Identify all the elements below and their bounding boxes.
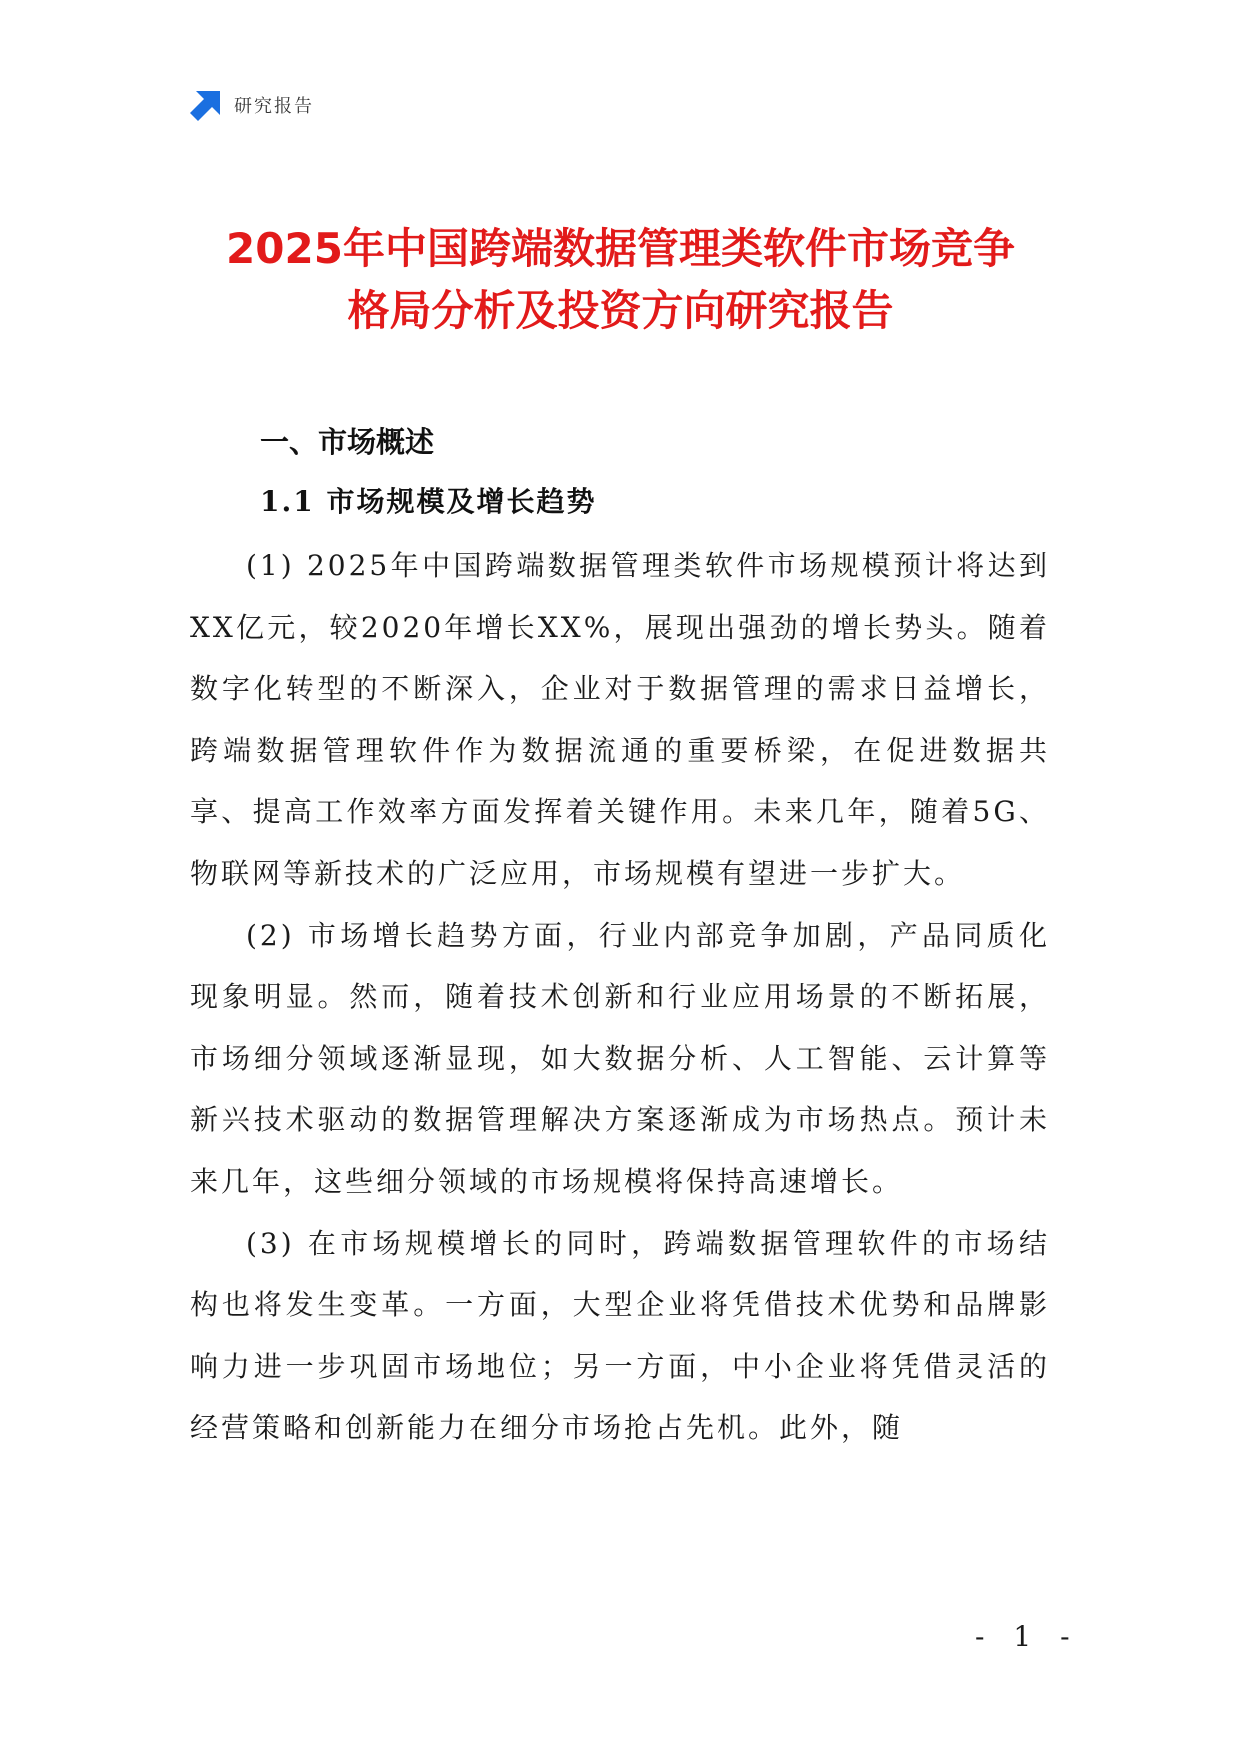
sub-heading: 1.1 市场规模及增长趋势 xyxy=(260,485,597,518)
title-line-2: 格局分析及投资方向研究报告 xyxy=(347,286,894,335)
paragraph-1: (1) 2025年中国跨端数据管理类软件市场规模预计将达到XX亿元，较2020年增长XX%，展现出强劲的增长势头。随着数字化转型的不断深入，企业对于数据管理的需求日益增长，跨端数据管理软件作为数据流通的重要桥梁，在促进数据共享、提高工作效率方面发挥着关键作用。未来几年，随着5G、物联网等新技术的广泛应用，市场规模有望进一步扩大。 xyxy=(190,549,1050,890)
title-line-1: 2025年中国跨端数据管理类软件市场竞争 xyxy=(226,224,1015,273)
paragraph-2: (2) 市场增长趋势方面，行业内部竞争加剧，产品同质化现象明显。然而，随着技术创新和行业应用场景的不断拓展，市场细分领域逐渐显现，如大数据分析、人工智能、云计算等新兴技术驱动的数据管理解决方案逐渐成为市场热点。预计未来几年，这些细分领域的市场规模将保持高速增长。 xyxy=(190,918,1050,1198)
report-header xyxy=(190,88,314,122)
paragraph-3: (3) 在市场规模增长的同时，跨端数据管理软件的市场结构也将发生变革。一方面，大型企业将凭借技术优势和品牌影响力进一步巩固市场地位；另一方面，中小企业将凭借灵活的经营策略和创新能力在细分市场抢占先机。此外，随 xyxy=(190,1226,1050,1445)
page-number: - 1 - xyxy=(975,1620,1080,1653)
body-text xyxy=(190,535,1050,1459)
header-label: 研究报告 xyxy=(234,96,314,117)
section-heading: 一、市场概述 xyxy=(260,425,435,459)
document-title xyxy=(150,218,1091,342)
arrow-up-right-icon xyxy=(190,89,222,121)
